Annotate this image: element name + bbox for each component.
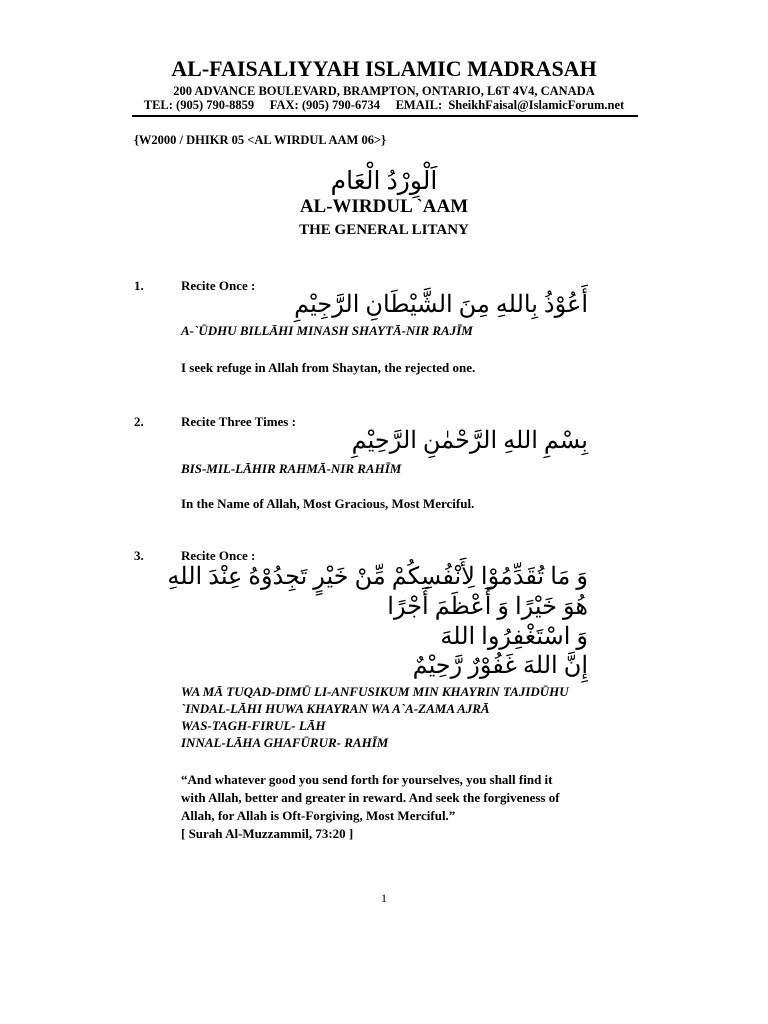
organization-address: 200 ADVANCE BOULEVARD, BRAMPTON, ONTARIO, L6T 4V4, CANADA [173, 84, 595, 98]
header-divider [132, 115, 638, 117]
item-instruction: Recite Once : [181, 278, 256, 293]
transliteration-line: `INDAL-LĀHI HUWA KHAYRAN WA A`A-ZAMA AJRĀ [181, 701, 490, 716]
item-instruction: Recite Three Times : [181, 414, 296, 429]
arabic-line: بِسْمِ اللهِ الرَّحْمٰنِ الرَّحِيْمِ [351, 428, 588, 454]
transliteration-line: WAS-TAGH-FIRUL- LĀH [181, 718, 326, 733]
item-number: 3. [134, 548, 144, 563]
translation-line: I seek refuge in Allah from Shaytan, the rejected one. [181, 360, 476, 375]
transliteration-line: INNAL-LĀHA GHAFŪRUR- RAHĪM [181, 735, 389, 750]
arabic-line: أَعُوْذُ بِاللهِ مِنَ الشَّيْطَانِ الرَّجِيْمِ [294, 292, 588, 318]
page-number: 1 [381, 891, 387, 905]
arabic-line: وَ اسْتَغْفِرُوا اللهَ [440, 624, 588, 650]
item-instruction: Recite Once : [181, 548, 256, 563]
title-english: AL-WIRDUL `AAM [299, 196, 469, 217]
organization-contact: TEL: (905) 790-8859 FAX: (905) 790-6734 EMAIL: SheikhFaisal@IslamicForum.net [143, 98, 625, 112]
item-number: 1. [134, 278, 144, 293]
translation-line: Allah, for Allah is Oft-Forgiving, Most Merciful.” [181, 808, 456, 823]
item-number: 2. [134, 414, 144, 429]
translation-line: with Allah, better and greater in reward. And seek the forgiveness of [181, 790, 560, 805]
transliteration-line: A-`ŪDHU BILLĀHI MINASH SHAYTĀ-NIR RAJĪM [181, 323, 473, 338]
transliteration-line: BIS-MIL-LĀHIR RAHMĀ-NIR RAHĪM [181, 461, 402, 476]
arabic-line: إِنَّ اللهَ غَفُوْرٌ رَّحِيْمٌ [412, 653, 588, 679]
transliteration-line: WA MĀ TUQAD-DIMŪ LI-ANFUSIKUM MIN KHAYRIN TAJIDŪHU [181, 684, 569, 699]
arabic-line: وَ مَا تُقَدِّمُوْا لِأَنْفُسِكُمْ مِّنْ خَيْرٍ تَجِدُوْهُ عِنْدَ اللهِ [167, 564, 588, 590]
organization-name: AL-FAISALIYYAH ISLAMIC MADRASAH [171, 56, 597, 81]
surah-citation: [ Surah Al-Muzzammil, 73:20 ] [181, 826, 354, 841]
document-reference: {W2000 / DHIKR 05 <AL WIRDUL AAM 06>} [134, 133, 387, 147]
title-subtitle: THE GENERAL LITANY [299, 222, 469, 238]
translation-line: “And whatever good you send forth for yourselves, you shall find it [181, 772, 553, 787]
title-arabic: اَلْوِرْدُ الْعَام [330, 168, 438, 195]
arabic-line: هُوَ خَيْرًا وَ أَعْظَمَ أَجْرًا [387, 594, 588, 620]
translation-line: In the Name of Allah, Most Gracious, Most Merciful. [181, 496, 475, 511]
